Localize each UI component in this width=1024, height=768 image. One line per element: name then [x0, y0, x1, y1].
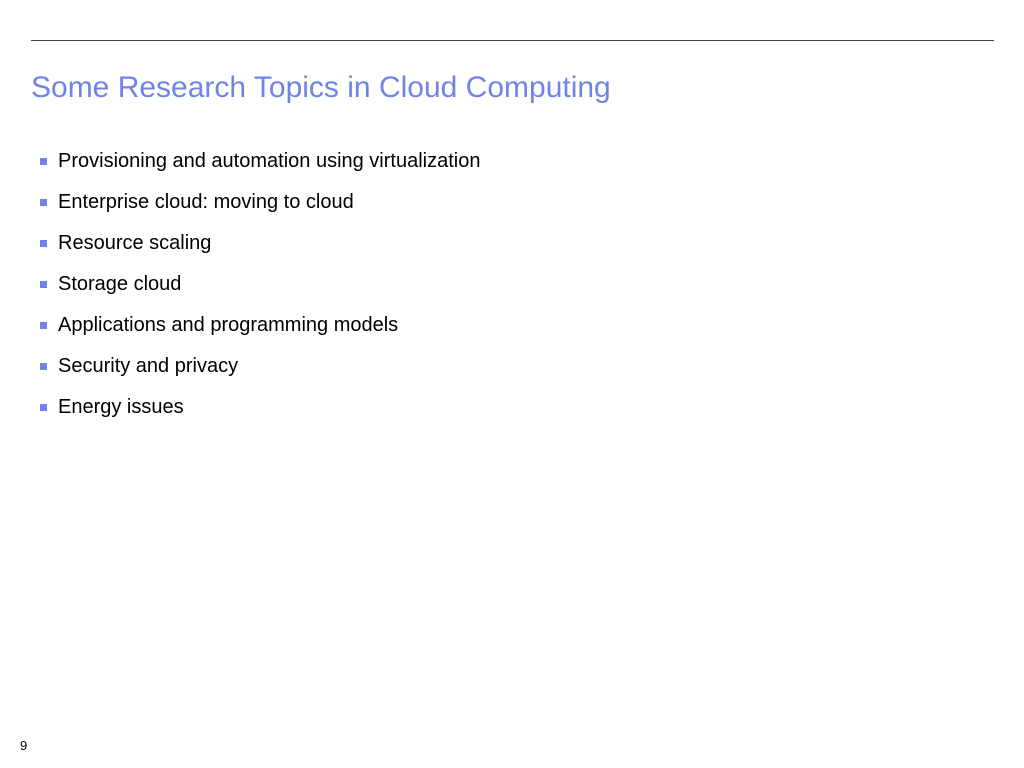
- square-bullet-icon: [40, 322, 47, 329]
- bullet-item: [40, 146, 480, 176]
- square-bullet-icon: [40, 281, 47, 288]
- square-bullet-icon: [40, 240, 47, 247]
- bullet-item: [40, 310, 480, 340]
- bullet-item: [40, 351, 480, 381]
- square-bullet-icon: [40, 199, 47, 206]
- bullet-item: [40, 187, 480, 217]
- bullet-item: [40, 269, 480, 299]
- bullet-text: Enterprise cloud: moving to cloud: [58, 191, 354, 213]
- bullet-item: [40, 228, 480, 258]
- bullet-text: Provisioning and automation using virtualization: [58, 150, 481, 172]
- bullet-list: [40, 146, 480, 433]
- page-number: 9: [20, 738, 28, 753]
- square-bullet-icon: [40, 158, 47, 165]
- bullet-text: Resource scaling: [58, 232, 212, 254]
- square-bullet-icon: [40, 404, 47, 411]
- top-divider-line: [31, 40, 994, 41]
- bullet-item: [40, 392, 480, 422]
- bullet-text: Storage cloud: [58, 273, 182, 295]
- square-bullet-icon: [40, 363, 47, 370]
- bullet-text: Applications and programming models: [58, 314, 399, 336]
- bullet-text: Energy issues: [58, 396, 184, 418]
- slide-title: Some Research Topics in Cloud Computing: [31, 71, 611, 104]
- bullet-text: Security and privacy: [58, 355, 239, 377]
